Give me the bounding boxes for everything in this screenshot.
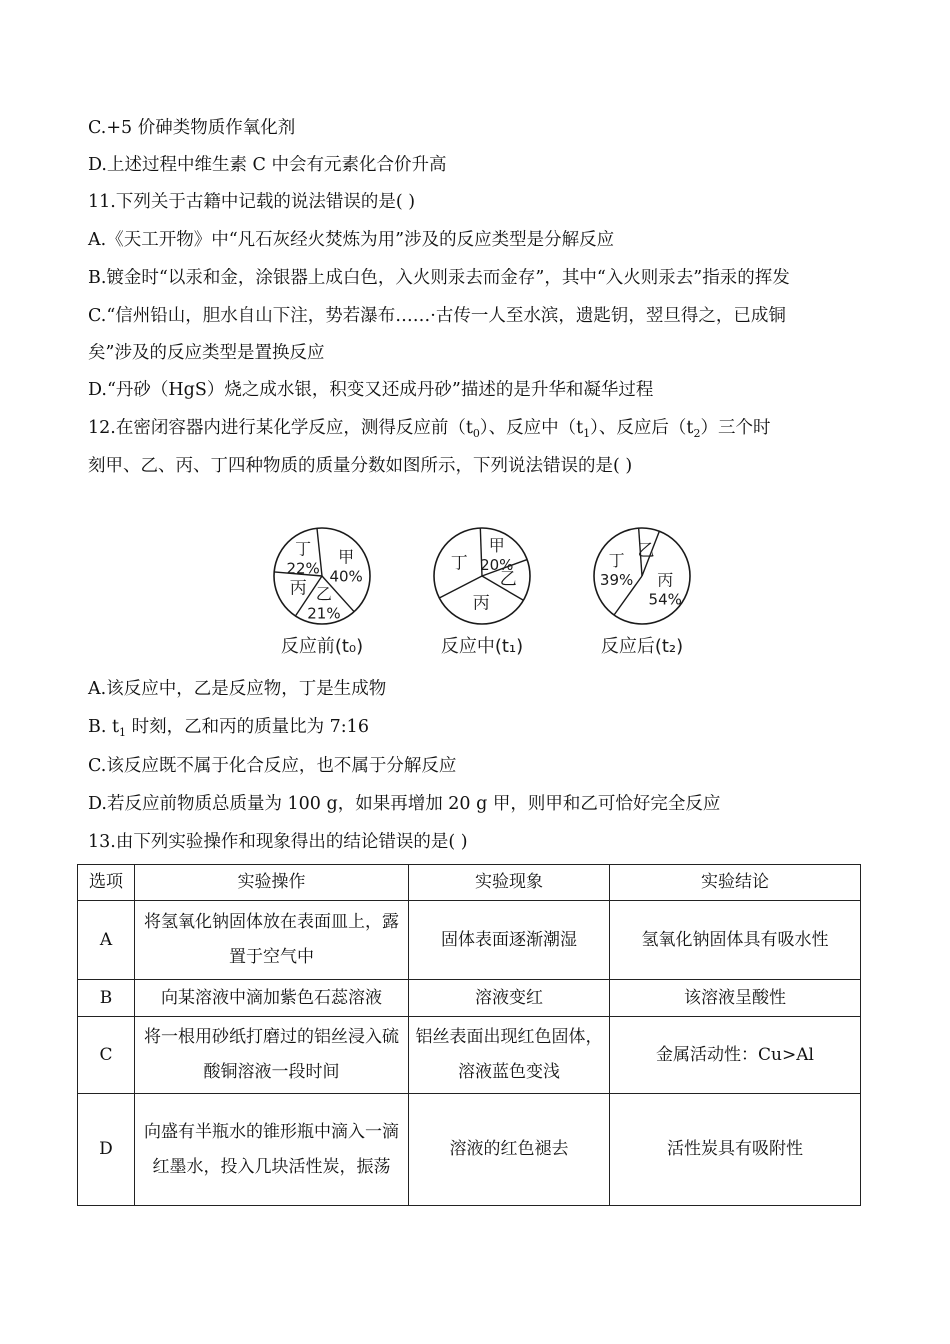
cell-phenomenon: 溶液的红色褪去 [409, 1094, 610, 1206]
cell-option: B [78, 980, 135, 1017]
option-a-q11: A.《天工开物》中“凡石灰经火焚炼为用”涉及的反应类型是分解反应 [88, 230, 615, 250]
pie-slice-label: 乙 [499, 569, 517, 590]
option-c-q11-line1: C.“信州铅山，胆水自山下注，势若瀑布……·古传一人至水滨，遗匙钥，翌旦得之，已成铜 [88, 306, 786, 326]
cell-operation: 将一根用砂纸打磨过的铝丝浸入硫酸铜溶液一段时间 [135, 1017, 409, 1094]
option-b-q12 [88, 714, 369, 746]
pie-slice-label: 乙 [315, 584, 332, 604]
pie-slice-label: 丁 [295, 539, 312, 559]
header-conclusion: 实验结论 [610, 865, 861, 901]
q12-sub-1: 1 [583, 427, 591, 440]
q12-sub-2: 2 [693, 427, 701, 440]
table-row [78, 1094, 861, 1206]
option-a-q12: A.该反应中，乙是反应物，丁是生成物 [88, 679, 387, 699]
pie-slice-value: 39% [599, 570, 634, 589]
pie-slice-label: 甲 [338, 547, 355, 567]
table-row [78, 1017, 861, 1094]
table-row [78, 980, 861, 1017]
pie-slice-label: 丙 [657, 570, 674, 590]
pie-slice-value: 40% [329, 567, 363, 586]
option-c-q11-line2: 矣”涉及的反应类型是置换反应 [88, 343, 325, 363]
cell-conclusion: 该溶液呈酸性 [610, 980, 861, 1017]
b12-sub: 1 [119, 726, 127, 739]
question-11: 11.下列关于古籍中记载的说法错误的是( ) [88, 192, 416, 212]
q12-text-2: ）、反应中（t [479, 418, 584, 438]
option-c-q12: C.该反应既不属于化合反应，也不属于分解反应 [88, 756, 457, 776]
cell-option: C [78, 1017, 135, 1094]
pie-slice-label: 丙 [289, 578, 307, 599]
option-b-q11: B.镀金时“以汞和金，涂银器上成白色，入火则汞去而金存”，其中“入火则汞去”指汞的挥发 [88, 268, 790, 288]
pie-charts-svg [232, 500, 732, 668]
cell-operation: 将氢氧化钠固体放在表面皿上，露置于空气中 [135, 901, 409, 980]
pie-slice-value: 54% [648, 590, 682, 609]
pie-title: 反应后(t₂) [600, 636, 684, 657]
question-12-line1 [88, 415, 770, 447]
option-c-q10: C.+5 价砷类物质作氧化剂 [88, 118, 296, 138]
q12-text-1: 12.在密闭容器内进行某化学反应，测得反应前（t [88, 418, 473, 438]
q12-text-4: ）三个时 [700, 418, 771, 438]
cell-operation: 向某溶液中滴加紫色石蕊溶液 [135, 980, 409, 1017]
b12-text-2: 时刻，乙和丙的质量比为 7:16 [126, 717, 369, 737]
cell-conclusion: 金属活动性：Cu>Al [610, 1017, 861, 1094]
pie-slice-value: 22% [286, 559, 320, 578]
cell-phenomenon: 铝丝表面出现红色固体，溶液蓝色变浅 [409, 1017, 610, 1094]
cell-option: D [78, 1094, 135, 1206]
pie-slice-label: 丁 [608, 550, 625, 570]
q12-sub-0: 0 [472, 427, 480, 440]
experiment-table [77, 864, 861, 1206]
pie-slice-label: 丁 [450, 553, 468, 574]
b12-text-1: B. t [88, 717, 120, 737]
pie-charts [232, 500, 732, 668]
cell-conclusion: 活性炭具有吸附性 [610, 1094, 861, 1206]
option-d-q12: D.若反应前物质总质量为 100 g，如果再增加 20 g 甲，则甲和乙可恰好完全反应 [88, 794, 721, 814]
pie-slice-label: 丙 [472, 593, 490, 614]
header-operation: 实验操作 [135, 865, 409, 901]
pie-title: 反应中(t₁) [440, 636, 524, 657]
header-option: 选项 [78, 865, 135, 901]
header-phenomenon: 实验现象 [409, 865, 610, 901]
q12-text-3: ）、反应后（t [590, 418, 694, 438]
question-13: 13.由下列实验操作和现象得出的结论错误的是( ) [88, 832, 468, 852]
pie-slice-value: 21% [307, 604, 341, 623]
cell-phenomenon: 溶液变红 [409, 980, 610, 1017]
cell-phenomenon: 固体表面逐渐潮湿 [409, 901, 610, 980]
pie-slice-value: 20% [480, 556, 514, 575]
option-d-q10: D.上述过程中维生素 C 中会有元素化合价升高 [88, 155, 447, 175]
pie-slice-label: 乙 [637, 540, 655, 561]
cell-operation: 向盛有半瓶水的锥形瓶中滴入一滴红墨水，投入几块活性炭，振荡 [135, 1094, 409, 1206]
option-d-q11: D.“丹砂（HgS）烧之成水银，积变又还成丹砂”描述的是升华和凝华过程 [88, 380, 654, 400]
cell-conclusion: 氢氧化钠固体具有吸水性 [610, 901, 861, 980]
pie-slice-label: 甲 [488, 536, 505, 556]
table-row [78, 901, 861, 980]
question-12-line2: 刻甲、乙、丙、丁四种物质的质量分数如图所示，下列说法错误的是( ) [88, 456, 633, 476]
table-header-row [78, 865, 861, 901]
cell-option: A [78, 901, 135, 980]
pie-title: 反应前(t₀) [280, 636, 364, 657]
